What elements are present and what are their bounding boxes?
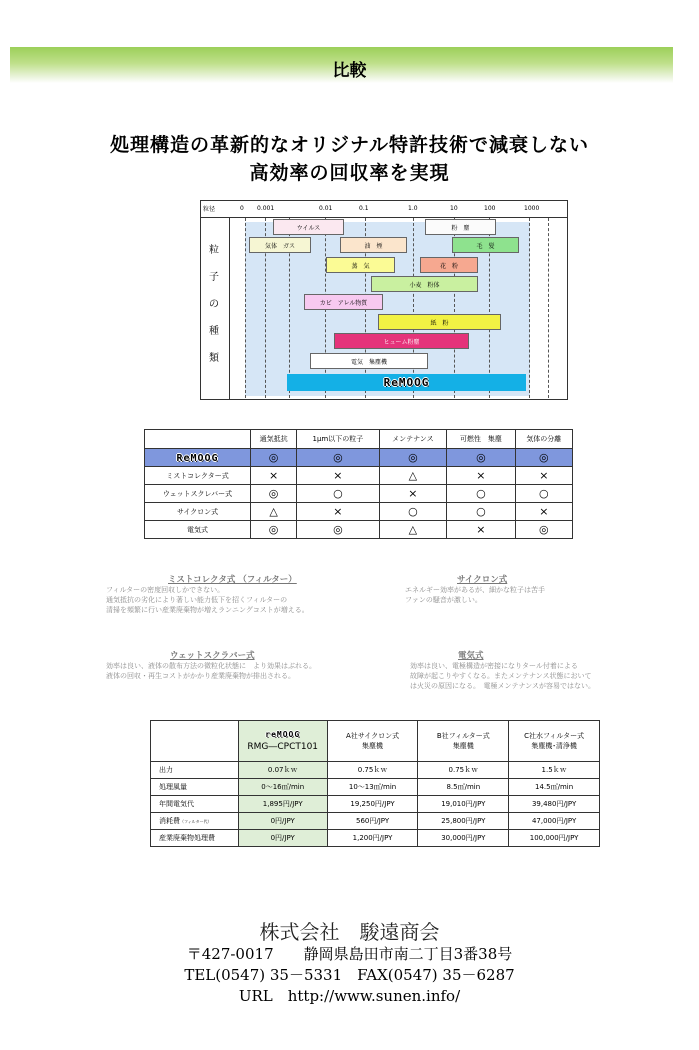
rating-cell: ×: [251, 467, 297, 485]
company-address: 〒427-0017 静岡県島田市南二丁目3番38号: [186, 945, 513, 963]
description-line: 液体の回収・再生コストがかかり産業廃棄物が排出される。: [106, 672, 295, 680]
bar-label: 蒸 気: [351, 262, 370, 270]
column-header: メンテナンス: [379, 430, 447, 449]
corner-cell: [145, 430, 251, 449]
row-label: 産業廃棄物処理費: [151, 830, 239, 847]
bar-mold-allergen: [304, 294, 383, 310]
rating-cell: ×: [515, 467, 572, 485]
tick-label: 100: [484, 205, 496, 212]
table-row: [145, 521, 573, 539]
kind-char: 粒: [209, 245, 219, 256]
scale-row: [201, 201, 567, 218]
rating-cell: ◎: [379, 449, 447, 467]
row-label-text: 消耗費: [159, 817, 180, 825]
particle-kind-column: [201, 217, 230, 399]
column-header: 1μm以下の粒子: [297, 430, 379, 449]
bar-label: 紙 粉: [430, 319, 449, 327]
spec-cell: 100,000円/JPY: [509, 830, 600, 847]
rating-cell: ○: [515, 485, 572, 503]
remoog-logo: ReMOOG: [176, 453, 219, 464]
tick-label: 0.001: [257, 205, 275, 212]
bar-label: ウイルス: [296, 224, 321, 232]
table-row: [145, 503, 573, 521]
spec-cell: 0円/JPY: [238, 813, 327, 830]
bar-label: ヒューム粉塵: [383, 338, 420, 346]
header-line: C社水フィルター式: [524, 732, 585, 740]
column-header: [327, 721, 418, 762]
bar-label: 気体 ガス: [264, 242, 295, 250]
row-label: 年間電気代: [151, 796, 239, 813]
scale-label: 粒径: [203, 206, 216, 213]
spec-cell: 25,800円/JPY: [418, 813, 509, 830]
tick-label: 10: [450, 205, 458, 212]
rating-cell: ○: [447, 485, 515, 503]
header-line: 集塵機･清浄機: [531, 742, 577, 750]
column-header: [509, 721, 600, 762]
bar-oil-smoke: [340, 237, 407, 253]
brand-bar-remoog: [287, 374, 526, 391]
corner-cell: [151, 721, 239, 762]
tick-label: 0: [240, 205, 244, 212]
description-line: 故障が起こりやすくなる。またメンテナンス状態において: [410, 672, 592, 680]
column-header: [418, 721, 509, 762]
headline-line2: 高効率の回収率を実現: [249, 162, 450, 184]
description-line: フィルターの密度回収しかできない。: [106, 586, 225, 594]
spec-cell: 8.5㎥/min: [418, 779, 509, 796]
spec-cell: 0円/JPY: [238, 830, 327, 847]
model-number: RMG―CPCT101: [247, 742, 319, 752]
row-label: 電気式: [145, 521, 251, 539]
rating-cell: ×: [515, 503, 572, 521]
company-name: 株式会社 駿遠商会: [259, 920, 440, 944]
description-line: 効率は良い、液体の散布方法の微粒化状態に より効果はぶれる。: [106, 662, 316, 670]
rating-cell: ○: [297, 485, 379, 503]
remoog-logo: reMOOG: [265, 730, 301, 739]
table-row: [145, 485, 573, 503]
spec-cell: 39,480円/JPY: [509, 796, 600, 813]
description-electric: [410, 651, 680, 691]
rating-cell: ◎: [251, 449, 297, 467]
bar-hair: [452, 237, 519, 253]
tick-label: 1000: [524, 205, 540, 212]
rating-cell: ◎: [515, 521, 572, 539]
spec-cell: 30,000円/JPY: [418, 830, 509, 847]
rating-cell: △: [379, 521, 447, 539]
description-title: 電気式: [458, 651, 484, 661]
rating-cell: ◎: [297, 449, 379, 467]
rating-cell: ◎: [297, 521, 379, 539]
table-row: [151, 796, 600, 813]
tick-label: 1.0: [408, 205, 418, 212]
company-url: URL http://www.sunen.info/: [238, 987, 461, 1005]
description-title: ミストコレクタ式 （フィルター）: [168, 575, 297, 585]
bar-label: 粉 塵: [451, 224, 470, 232]
table-row: [151, 779, 600, 796]
spec-cell: 14.5㎥/min: [509, 779, 600, 796]
description-cyclone: [405, 575, 675, 605]
description-title: ウェットスクラバー式: [170, 651, 255, 661]
column-header-remoog: [238, 721, 327, 762]
spec-cell: 1,200円/JPY: [327, 830, 418, 847]
rating-cell: ×: [297, 467, 379, 485]
rating-cell: ◎: [251, 521, 297, 539]
rating-cell: ×: [447, 521, 515, 539]
rating-cell: ×: [297, 503, 379, 521]
spec-table: [150, 720, 600, 847]
spec-cell: 0.75ｋｗ: [418, 762, 509, 779]
description-wet-scrubber: [106, 651, 396, 681]
spec-cell: 10～13㎥/min: [327, 779, 418, 796]
description-line: ファンの騒音が激しい。: [405, 596, 482, 604]
tick-label: 0.1: [359, 205, 369, 212]
column-header: 通気抵抗: [251, 430, 297, 449]
company-phone: TEL(0547) 35－5331 FAX(0547) 35－6287: [184, 966, 515, 984]
tick-label: 0.01: [319, 205, 333, 212]
rating-cell: ◎: [515, 449, 572, 467]
header-line: 集塵機: [452, 742, 474, 750]
bar-label: 電気 集塵機: [350, 358, 387, 366]
rating-cell: ○: [379, 503, 447, 521]
spec-header-row: [151, 721, 600, 762]
column-header: 気体の分離: [515, 430, 572, 449]
headline-line1: 処理構造の革新的なオリジナル特許技術で減衰しない: [109, 134, 590, 156]
row-label: ミストコレクター式: [145, 467, 251, 485]
spec-cell: 19,250円/JPY: [327, 796, 418, 813]
bar-label: 油 煙: [364, 242, 383, 250]
bar-fume-dust: [334, 333, 469, 349]
row-label: サイクロン式: [145, 503, 251, 521]
bar-label: 小麦 粉体: [409, 281, 440, 289]
spec-cell: 560円/JPY: [327, 813, 418, 830]
rating-cell: △: [379, 467, 447, 485]
description-mist-collector: [106, 575, 396, 615]
table-header-row: [145, 430, 573, 449]
row-label: [151, 813, 239, 830]
page-title: 比較: [332, 61, 367, 81]
description-title: サイクロン式: [457, 575, 508, 585]
bar-label: 花 粉: [439, 262, 458, 270]
column-header: 可燃性 集塵: [447, 430, 515, 449]
rating-cell: △: [251, 503, 297, 521]
spec-cell: 0～16㎥/min: [238, 779, 327, 796]
row-label: 出力: [151, 762, 239, 779]
table-row: [145, 449, 573, 467]
spec-cell: 0.07ｋｗ: [238, 762, 327, 779]
grid-line: [529, 218, 530, 398]
spec-cell: 19,010円/JPY: [418, 796, 509, 813]
bar-virus: [273, 219, 344, 235]
bar-label: 毛 髪: [476, 242, 495, 250]
rating-cell: ◎: [447, 449, 515, 467]
rating-cell: ×: [447, 467, 515, 485]
bar-pollen: [420, 257, 478, 273]
comparison-table: [144, 429, 573, 539]
particle-size-chart: [200, 200, 568, 400]
table-row: [151, 762, 600, 779]
header-line: 集塵機: [362, 742, 384, 750]
row-label-remoog: [145, 449, 251, 467]
row-label-note: （フィルター代）: [180, 819, 212, 824]
grid-line: [245, 218, 246, 398]
kind-char: の: [209, 299, 219, 310]
bar-vapor: [326, 257, 395, 273]
remoog-logo: ReMOOG: [383, 376, 430, 389]
bar-electric-collector: [310, 353, 428, 369]
rating-cell: ×: [379, 485, 447, 503]
bar-dust: [425, 219, 496, 235]
table-row: [145, 467, 573, 485]
header-line: A社サイクロン式: [345, 732, 400, 740]
description-line: 通気抵抗の劣化により著しい能力低下を招くフィルターの: [106, 596, 288, 604]
kind-char: 類: [209, 353, 219, 364]
bar-wheat-powder: [371, 276, 478, 292]
description-line: エネルギー効率があるが、細かな粒子は苦手: [405, 586, 545, 594]
spec-cell: 1,895円/JPY: [238, 796, 327, 813]
grid-line: [413, 218, 414, 398]
table-row: [151, 813, 600, 830]
bar-label: カビ アレル物質: [319, 299, 368, 307]
header-line: B社フィルター式: [436, 732, 490, 740]
kind-char: 子: [209, 272, 219, 283]
rating-cell: ○: [447, 503, 515, 521]
spec-cell: 1.5ｋｗ: [509, 762, 600, 779]
description-line: 清掃を頻繁に行い産業廃棄物が増えランニングコストが増える。: [106, 606, 309, 614]
row-label: 処理風量: [151, 779, 239, 796]
spec-cell: 47,000円/JPY: [509, 813, 600, 830]
row-label: ウェットスクレバー式: [145, 485, 251, 503]
kind-char: 種: [209, 326, 219, 337]
grid-line: [548, 218, 549, 398]
spec-cell: 0.75ｋｗ: [327, 762, 418, 779]
bar-gas: [249, 237, 311, 253]
rating-cell: ◎: [251, 485, 297, 503]
table-row: [151, 830, 600, 847]
bar-paper-dust: [378, 314, 501, 330]
description-line: 効率は良い、電極構造が密接になりタール付着による: [410, 662, 578, 670]
description-line: は火災の原因になる。 電極メンテナンスが容易ではない。: [410, 682, 595, 690]
